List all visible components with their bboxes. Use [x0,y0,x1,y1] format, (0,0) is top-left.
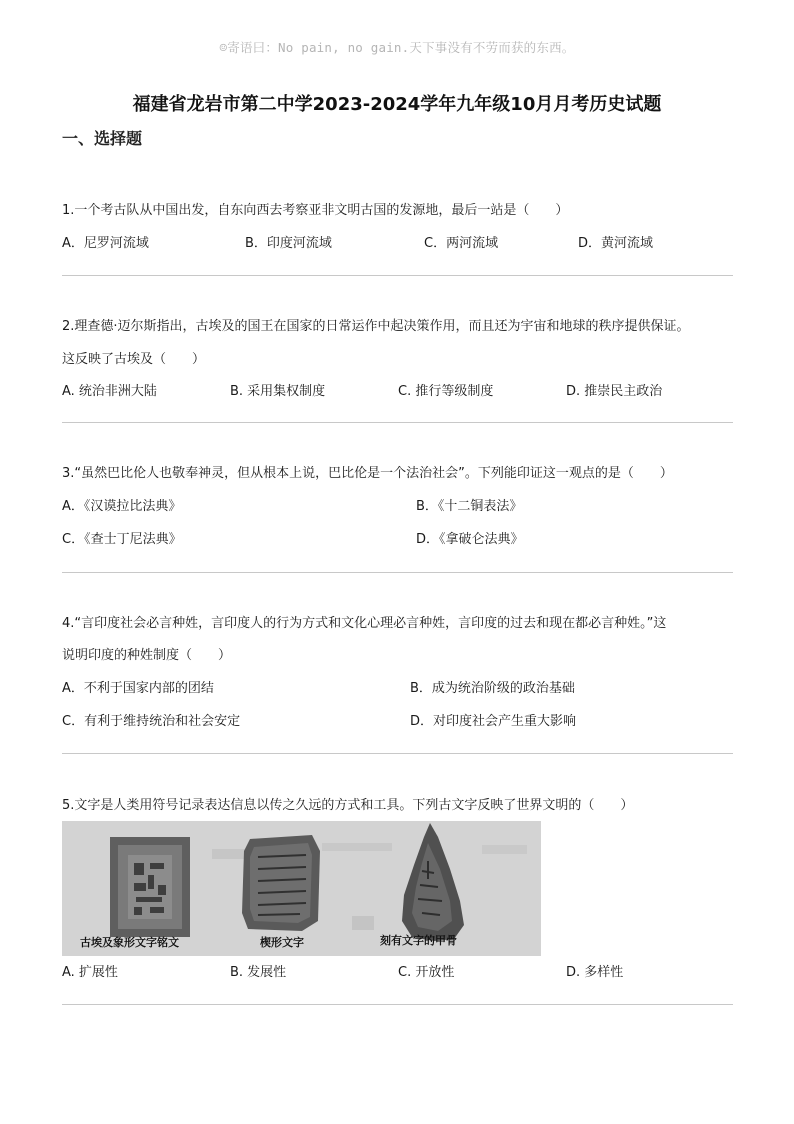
question-1-option-b[interactable]: B．印度河流域 [245,236,332,251]
question-3-option-c[interactable]: C．《查士丁尼法典》 [62,532,182,547]
page-motto: ☺寄语曰：No pain, no gain.天下事没有不劳而获的东西。 [219,40,575,55]
question-4-stem-line2: 说明印度的种姓制度（ ） [62,648,232,663]
separator [62,753,733,754]
page-title: 福建省龙岩市第二中学2023-2024学年九年级10月月考历史试题 [132,94,662,115]
separator [62,275,733,276]
figure-label-hieroglyphs: 古埃及象形文字铭文 [80,936,179,949]
question-4-option-b[interactable]: B．成为统治阶级的政治基础 [410,681,575,696]
question-3-option-a[interactable]: A．《汉谟拉比法典》 [62,499,182,514]
question-1-option-a[interactable]: A．尼罗河流域 [62,236,149,251]
section-heading: 一、选择题 [62,129,143,148]
question-3-option-b[interactable]: B．《十二铜表法》 [416,499,523,514]
question-2-stem-line1: 2.理查德·迈尔斯指出，古埃及的国王在国家的日常运作中起决策作用，而且还为宇宙和地球的秩序提供保证。 [62,319,690,334]
question-2-option-d[interactable]: D. 推崇民主政治 [566,384,663,399]
separator [62,1004,733,1005]
ancient-scripts-figure [62,821,541,956]
question-2-stem-line2: 这反映了古埃及（ ） [62,352,206,367]
question-2-option-b[interactable]: B. 采用集权制度 [230,384,326,399]
question-5-option-b[interactable]: B. 发展性 [230,965,287,980]
question-4-option-a[interactable]: A．不利于国家内部的团结 [62,681,214,696]
question-1-option-c[interactable]: C．两河流域 [424,236,499,251]
figure-label-oracle-bone: 刻有文字的甲骨 [380,934,457,947]
question-4-option-c[interactable]: C．有利于维持统治和社会安定 [62,714,241,729]
question-5-option-d[interactable]: D. 多样性 [566,965,624,980]
question-2-option-c[interactable]: C. 推行等级制度 [398,384,494,399]
question-4-option-d[interactable]: D．对印度社会产生重大影响 [410,714,577,729]
question-3-option-d[interactable]: D．《拿破仑法典》 [416,532,524,547]
question-1-stem: 1.一个考古队从中国出发，自东向西去考察亚非文明古国的发源地，最后一站是（ ） [62,203,569,218]
question-3-stem: 3.“虽然巴比伦人也敬奉神灵，但从根本上说，巴比伦是一个法治社会”。下列能印证这一观点的是（ ） [62,466,673,481]
question-4-stem-line1: 4.“言印度社会必言种姓，言印度人的行为方式和文化心理必言种姓，言印度的过去和现在都必言种姓。”这 [62,616,667,631]
separator [62,422,733,423]
question-2-option-a[interactable]: A. 统治非洲大陆 [62,384,157,399]
question-5-stem: 5.文字是人类用符号记录表达信息以传之久远的方式和工具。下列古文字反映了世界文明的（ ） [62,798,634,813]
hieroglyph-stele-image [110,837,190,937]
figure-label-cuneiform: 楔形文字 [260,936,304,949]
cuneiform-tablet-image [242,835,320,931]
question-5-option-c[interactable]: C. 开放性 [398,965,455,980]
separator [62,572,733,573]
question-1-option-d[interactable]: D．黄河流域 [578,236,654,251]
question-5-option-a[interactable]: A. 扩展性 [62,965,118,980]
